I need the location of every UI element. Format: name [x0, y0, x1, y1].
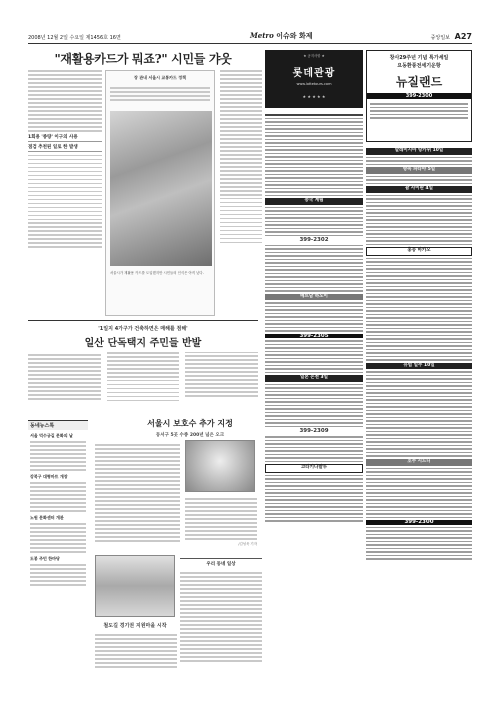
article1-subhead1: 1회용 '종량' 이구의 사용: [28, 135, 102, 142]
article1-photo: [110, 111, 212, 266]
article4-photo: [95, 555, 175, 617]
brief-item: 노원 문화센터 개관: [30, 514, 64, 520]
page-header: [28, 30, 472, 44]
banner-line3: 뉴질랜드: [395, 75, 443, 89]
ad-bar[interactable]: 베트남 하노이: [265, 294, 363, 301]
brief-box: [28, 420, 88, 676]
article3-headline: 서울시 보호수 추가 지정: [147, 418, 233, 428]
brief-title: 동네뉴스톡: [28, 421, 88, 430]
article1-subhead2: 점검 추천된 일로 한 발생: [28, 145, 102, 152]
lotte-banner[interactable]: [265, 50, 363, 108]
article3-sub: 동서구 5곳 수종 200년 넘은 오크: [155, 433, 225, 438]
article2-header: [28, 320, 258, 349]
classified-ads: [265, 50, 472, 675]
photo-title: 장 관내 서울시 교통카드 정책: [134, 75, 186, 80]
lotte-name: 롯데관광: [292, 68, 336, 79]
ad-bar[interactable]: 호주 시드니: [366, 459, 472, 466]
section-brand: Metro: [250, 31, 274, 40]
newzealand-banner[interactable]: [366, 50, 472, 142]
ad-column-left: [265, 112, 363, 672]
ad-bar[interactable]: 일본 온천 3일: [265, 375, 363, 382]
banner-line2: 요동환풍전세기운항: [397, 63, 441, 69]
article2-body: [28, 352, 258, 414]
ad-bar[interactable]: 방콕 파타야 5일: [366, 167, 472, 174]
article1-photo-box: [105, 70, 215, 316]
photo-caption: 서울시가 재활용 카드를 도입했지만 시민들의 인식은 아직 낮다.: [110, 271, 204, 275]
ad-phone[interactable]: 399-2305: [265, 334, 363, 339]
banner-phone: 399-2300: [367, 93, 471, 99]
article3-byline: /김성욱 기자: [238, 542, 257, 547]
paper-name: 중앙일보: [430, 35, 450, 41]
article2-kicker: '1일지 4가구가 건축하면은 매해를 점해': [98, 326, 188, 332]
article1-col3: [220, 68, 262, 316]
ad-bar[interactable]: 중국 계림: [265, 198, 363, 205]
issue-date: 2008년 12월 2일 수요일 제1456호 16면: [28, 35, 121, 41]
brief-item: 서울 덕수궁길 문화의 날: [30, 433, 73, 438]
article3-col1: [95, 442, 180, 550]
ad-bar[interactable]: 유럽 일주 10일: [366, 363, 472, 370]
ad-bar[interactable]: 홍콩 마카오: [366, 247, 472, 256]
article1-headline: "재활용카드가 뭐죠?" 시민들 갸웃: [54, 52, 232, 66]
article3-col2: [185, 496, 257, 554]
ad-phone[interactable]: 399-2309: [299, 428, 329, 435]
lotte-top: ★ 공지사항 ★: [303, 54, 325, 58]
article5-body: [180, 570, 262, 676]
article3-photo: [185, 440, 255, 492]
ad-phone[interactable]: 399-2302: [299, 237, 329, 244]
ad-bar[interactable]: 말레이시아 랑카위 10일: [366, 148, 472, 155]
banner-line1: 창사29주년 기념 특가세일: [389, 55, 449, 61]
article4-headline: 철도길 경기권 지원마을 시작: [103, 623, 167, 629]
article1-col1: [28, 68, 102, 316]
section-label: 이슈와 화제: [276, 32, 313, 40]
ad-bar[interactable]: 괌 사이판 4일: [366, 186, 472, 193]
article5-headline: 우리 동네 일상: [180, 558, 262, 567]
ad-phone[interactable]: 399-2300: [366, 520, 472, 525]
lotte-stars: ★ ★ ★ ★ ★: [302, 94, 326, 99]
ad-column-right: [366, 146, 472, 672]
article4-body: [95, 632, 177, 676]
section-title: [250, 31, 312, 41]
brief-item: 도봉 주민 한마당: [30, 555, 60, 561]
article2-headline: 일산 단독택지 주민들 반발: [84, 338, 202, 349]
lotte-url: www.lottetours.com: [296, 82, 332, 86]
brief-item: 강북구 대형마트 개장: [30, 473, 68, 479]
ad-bar[interactable]: 코타키나발루: [265, 464, 363, 473]
page-number: A27: [454, 32, 472, 41]
